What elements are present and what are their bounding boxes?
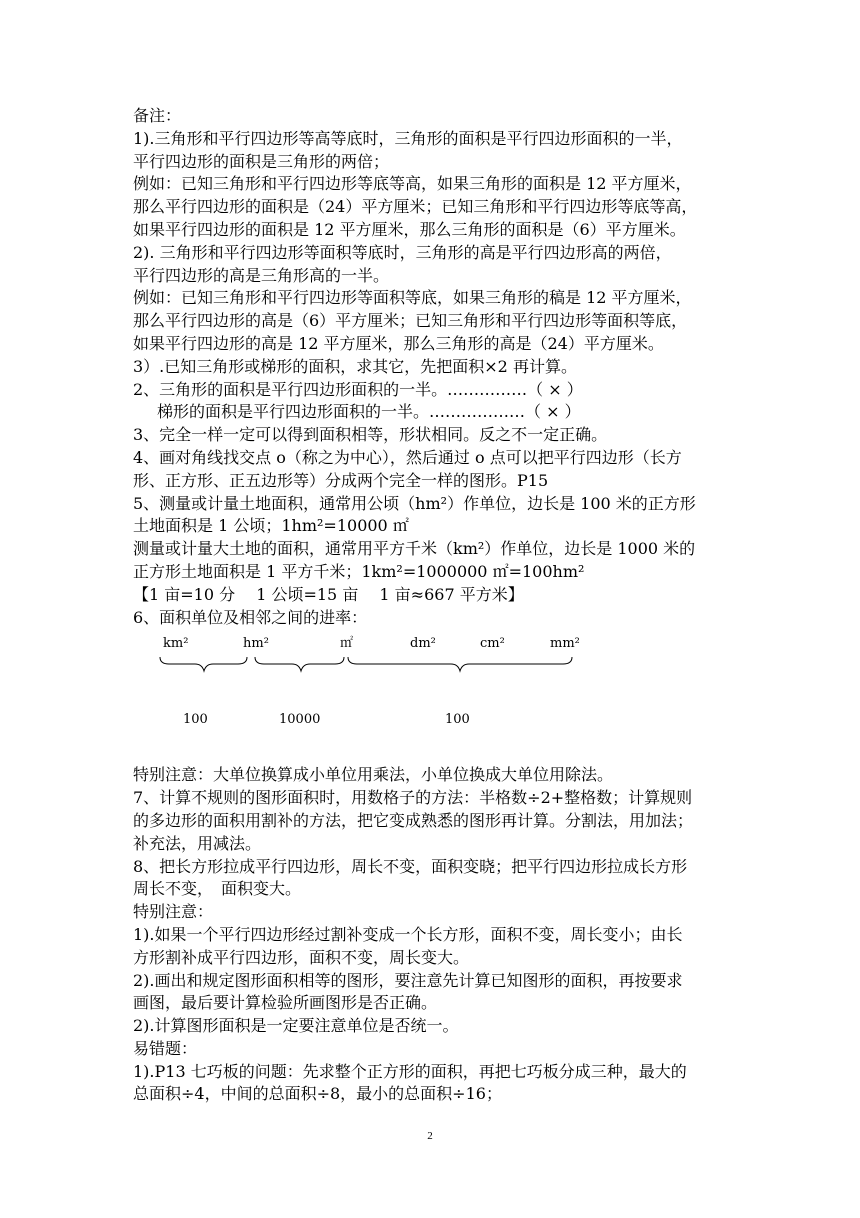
text-line: 土地面积是 1 公顷；1hm²=10000 ㎡: [133, 516, 409, 536]
brace-km2-hm2: [160, 657, 247, 671]
text-line: 2). 三角形和平行四边形等面积等底时，三角形的高是平行四边形高的两倍，: [133, 242, 672, 262]
text-line: 2).计算图形面积是一定要注意单位是否统一。: [133, 1016, 459, 1036]
page-content: [133, 105, 733, 1106]
text-line: 3）.已知三角形或梯形的面积，求其它，先把面积×2 再计算。: [133, 356, 577, 376]
text-line: 7、计算不规则的图形面积时，用数格子的方法：半格数÷2+整格数；计算规则: [133, 788, 693, 808]
rate-hm2-m2: 10000: [279, 712, 321, 728]
unit-dm2: dm²: [410, 636, 436, 652]
text-line: 平行四边形的面积是三角形的两倍；: [133, 151, 390, 171]
text-line: 2、三角形的面积是平行四边形面积的一半。……………（ × ）: [133, 379, 583, 399]
text-line: 平行四边形的高是三角形高的一半。: [133, 265, 390, 285]
text-line: 1).P13 七巧板的问题：先求整个正方形的面积，再把七巧板分成三种，最大的: [133, 1061, 687, 1081]
text-line: 特别注意：: [133, 902, 214, 922]
rate-m2-mm2: 100: [445, 712, 470, 728]
text-line: 1).如果一个平行四边形经过割补变成一个长方形，面积不变，周长变小；由长: [133, 924, 683, 944]
text-line: 那么平行四边形的面积是（24）平方厘米；已知三角形和平行四边形等底等高，: [133, 197, 698, 217]
text-line: 补充法，用减法。: [133, 833, 262, 853]
notes-top-section: [133, 105, 733, 629]
text-line: 那么平行四边形的高是（6）平方厘米；已知三角形和平行四边形等面积等底，: [133, 311, 688, 331]
text-line: 总面积÷4，中间的总面积÷8，最小的总面积÷16；: [133, 1084, 502, 1104]
text-line: 特别注意：大单位换算成小单位用乘法，小单位换成大单位用除法。: [133, 765, 614, 785]
text-line: 3、完全一样一定可以得到面积相等，形状相同。反之不一定正确。: [133, 425, 608, 445]
text-line: 例如：已知三角形和平行四边形等面积等底，如果三角形的稿是 12 平方厘米，: [133, 288, 692, 308]
text-line: 5、测量或计量土地面积，通常用公顷（hm²）作单位，边长是 100 米的正方形: [133, 493, 696, 513]
notes-bottom-section: [133, 764, 733, 1106]
text-line: 方形割补成平行四边形，面积不变，周长变大。: [133, 947, 470, 967]
brace-hm2-m2: [255, 657, 344, 671]
page-number: 2: [427, 1130, 433, 1142]
text-line: 2).画出和规定图形面积相等的图形，要注意先计算已知图形的面积，再按要求: [133, 970, 683, 990]
text-line: 【1 亩=10 分 1 公顷=15 亩 1 亩≈667 平方米】: [133, 584, 524, 604]
text-line: 的多边形的面积用割补的方法，把它变成熟悉的图形再计算。分割法，用加法；: [133, 810, 694, 830]
grouping-braces: [133, 653, 583, 683]
text-line: 形、正方形、正五边形等）分成两个完全一样的图形。P15: [133, 470, 549, 490]
text-line: 4、画对角线找交点 o（称之为中心），然后通过 o 点可以把平行四边形（长方: [133, 447, 682, 467]
text-line: 如果平行四边形的高是 12 平方厘米，那么三角形的高是（24）平方厘米。: [133, 333, 664, 353]
text-line: 1).三角形和平行四边形等高等底时，三角形的面积是平行四边形面积的一半，: [133, 128, 683, 148]
text-line: 周长不变， 面积变大。: [133, 879, 302, 899]
text-line: 测量或计量大土地的面积，通常用平方千米（km²）作单位，边长是 1000 米的: [133, 539, 696, 559]
text-line: 易错题：: [133, 1038, 198, 1058]
rate-km2-hm2: 100: [183, 712, 208, 728]
text-line: 如果平行四边形的面积是 12 平方厘米，那么三角形的面积是（6）平方厘米。: [133, 219, 686, 239]
brace-m2-mm2: [348, 657, 572, 671]
text-line: 梯形的面积是平行四边形面积的一半。………………（ × ）: [157, 402, 581, 422]
unit-m2: ㎡: [340, 636, 354, 652]
unit-hm2: hm²: [243, 636, 269, 652]
unit-mm2: mm²: [550, 636, 580, 652]
unit-km2: km²: [163, 636, 189, 652]
text-line: 6、面积单位及相邻之间的进率：: [133, 607, 368, 627]
text-line: 备注：: [133, 106, 182, 125]
unit-cm2: cm²: [480, 636, 505, 652]
text-line: 正方形土地面积是 1 平方千米；1km²=1000000 ㎡=100hm²: [133, 561, 585, 581]
text-line: 画图，最后要计算检验所画图形是否正确。: [133, 993, 438, 1013]
area-unit-diagram: [133, 633, 733, 748]
text-line: 例如：已知三角形和平行四边形等底等高，如果三角形的面积是 12 平方厘米，: [133, 174, 692, 194]
text-line: 8、把长方形拉成平行四边形，周长不变，面积变晓；把平行四边形拉成长方形: [133, 856, 688, 876]
